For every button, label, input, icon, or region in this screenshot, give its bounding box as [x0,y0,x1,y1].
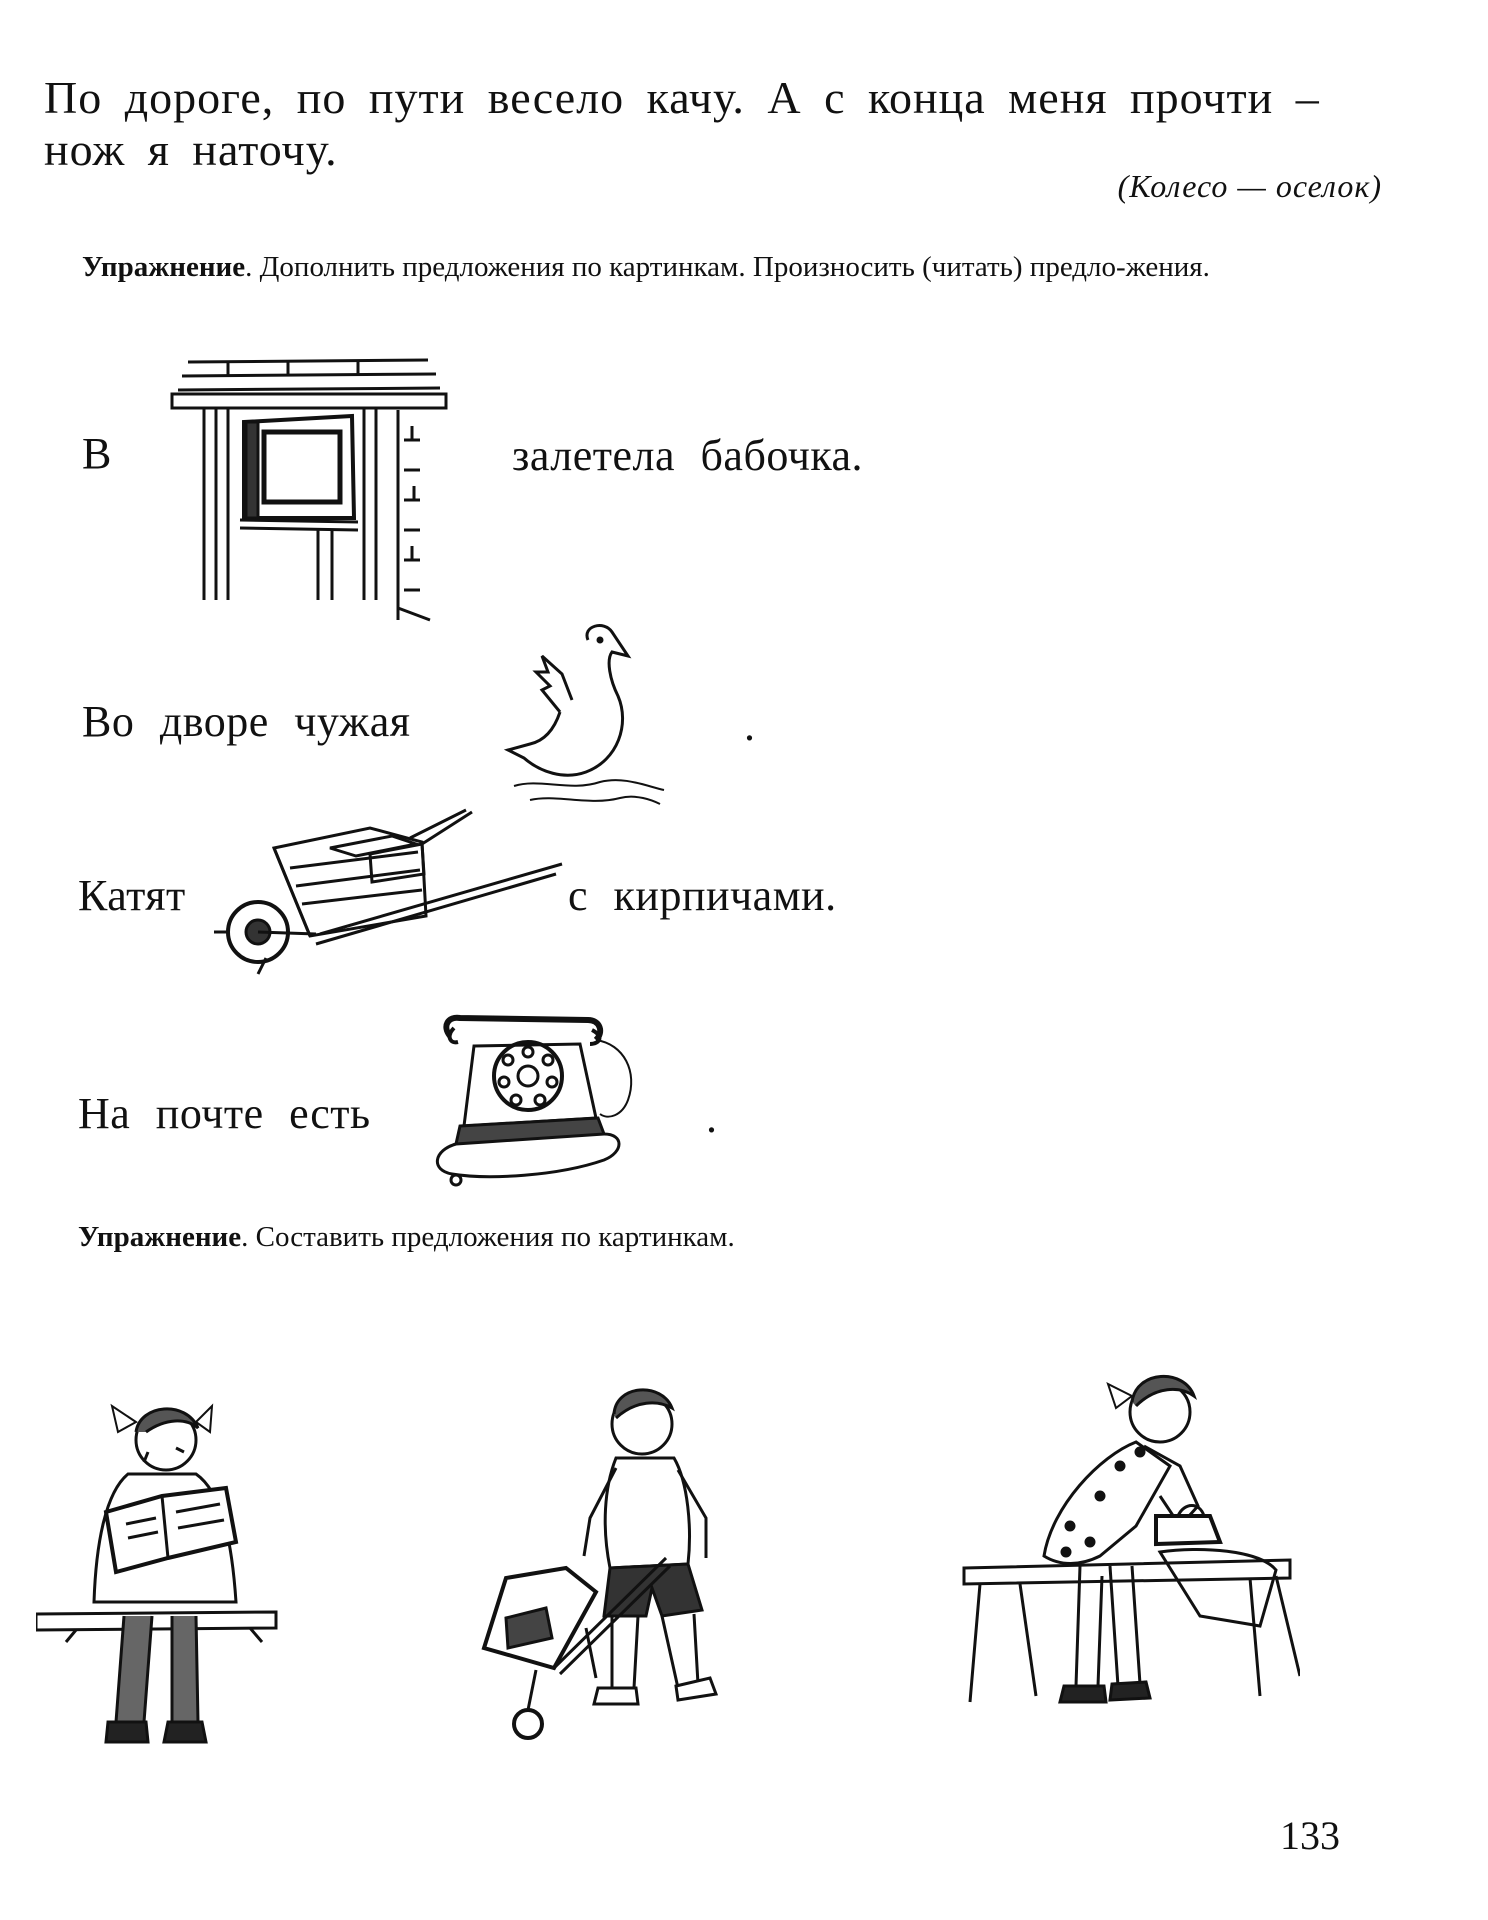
page-number: 133 [1280,1813,1340,1858]
goose-icon [500,620,670,820]
telephone-icon [428,1010,668,1190]
boy-wheelbarrow-icon [466,1378,806,1758]
riddle-line-2: нож я наточу. [44,124,338,175]
riddle-text [44,72,1394,176]
wheelbarrow-icon [210,808,570,978]
exercise-1-label: Упражнение [82,251,246,283]
exercise-2-instruction [78,1216,1418,1258]
exercise-2-text: . Составить предложения по картинкам. [241,1221,735,1253]
sentence-2-end: . [744,701,756,750]
sentence-3-end: с кирпичами. [568,871,837,920]
riddle-line-1: По дороге, по пути весело качу. А с конца меня прочти – [44,72,1320,123]
sentence-4-start: На почте есть [78,1089,371,1138]
sentence-1-start: В [82,429,112,478]
sentence-3-start: Катят [78,871,186,920]
exercise-1-text: . Дополнить предложения по картинкам. Произносить (читать) предло-жения. [245,251,1210,283]
girl-reading-icon [36,1392,296,1752]
exercise-2-label: Упражнение [78,1221,242,1253]
exercise-1-instruction [38,246,1378,288]
sentence-2-start: Во дворе чужая [82,697,411,746]
window-icon [168,350,468,630]
girl-ironing-icon [960,1356,1300,1736]
sentence-1-end: залетела бабочка. [512,431,864,480]
sentence-4-end: . [706,1093,718,1142]
riddle-answer: (Колесо — оселок) [1117,168,1382,204]
